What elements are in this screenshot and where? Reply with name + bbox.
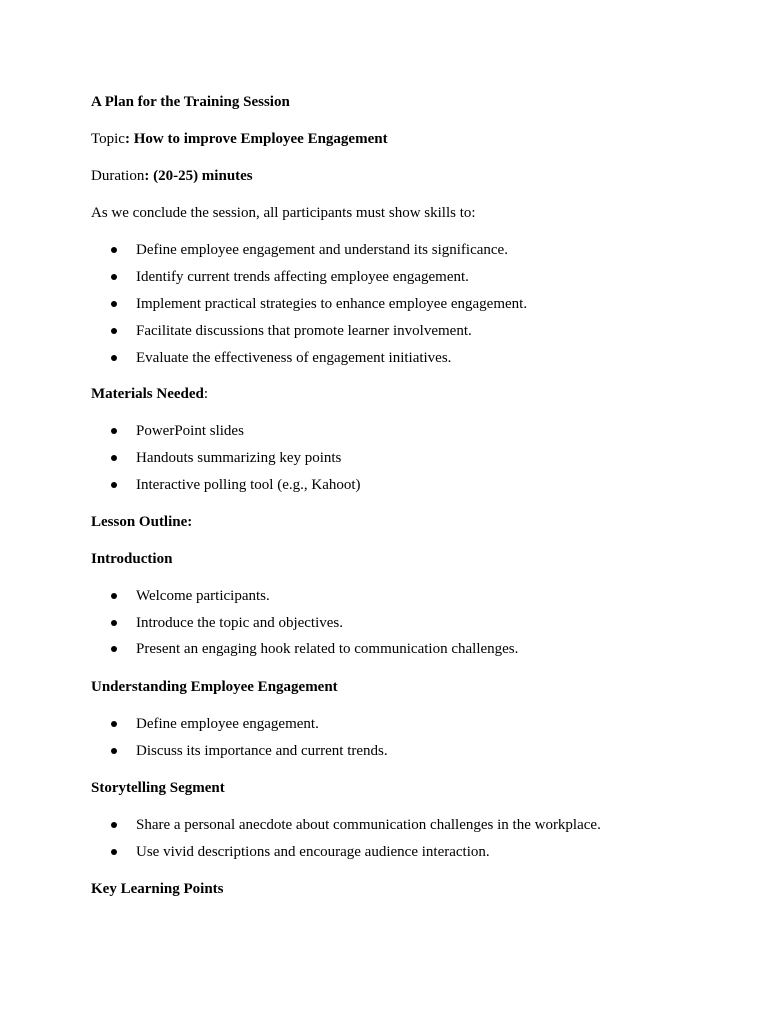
list-item-text: Introduce the topic and objectives. [136, 615, 344, 631]
list-item-text: Facilitate discussions that promote learner involvement. [136, 323, 472, 339]
list-item-text: Welcome participants. [136, 588, 270, 604]
list-item-text: Present an engaging hook related to communication challenges. [136, 641, 519, 657]
understanding-heading: Understanding Employee Engagement [91, 679, 338, 695]
list-item-text: Define employee engagement and understand its significance. [136, 242, 508, 258]
document-title: A Plan for the Training Session [91, 94, 290, 110]
list-item-text: Identify current trends affecting employee engagement. [136, 269, 469, 285]
storytelling-heading: Storytelling Segment [91, 780, 225, 796]
intro-sentence: As we conclude the session, all participants must show skills to: [91, 205, 476, 221]
bullet-icon [111, 646, 117, 652]
bullet-icon [111, 274, 117, 280]
bullet-icon [111, 721, 117, 727]
list-item [0, 816, 768, 834]
bullet-icon [111, 301, 117, 307]
list-item-text: Evaluate the effectiveness of engagement initiatives. [136, 350, 452, 366]
list-item [0, 295, 768, 313]
list-item [0, 742, 768, 760]
bullet-icon [111, 428, 117, 434]
list-item [0, 268, 768, 286]
materials-heading: Materials Needed [91, 386, 204, 402]
bullet-icon [111, 822, 117, 828]
list-item [0, 422, 768, 440]
list-item [0, 614, 768, 632]
materials-heading-line [91, 385, 208, 403]
bullet-icon [111, 748, 117, 754]
list-item [0, 476, 768, 494]
lesson-outline-heading: Lesson Outline: [91, 514, 193, 530]
list-item [0, 349, 768, 367]
topic-label: Topic [91, 131, 125, 147]
list-item-text: Share a personal anecdote about communication challenges in the workplace. [136, 817, 601, 833]
list-item [0, 587, 768, 605]
materials-colon: : [203, 386, 209, 402]
list-item [0, 241, 768, 259]
duration-line [91, 167, 253, 185]
list-item [0, 449, 768, 467]
list-item [0, 322, 768, 340]
list-item-text: Interactive polling tool (e.g., Kahoot) [136, 477, 361, 493]
list-item-text: Handouts summarizing key points [136, 450, 342, 466]
list-item [0, 843, 768, 861]
bullet-icon [111, 455, 117, 461]
topic-separator: : [124, 131, 134, 147]
bullet-icon [111, 328, 117, 334]
bullet-icon [111, 593, 117, 599]
list-item-text: Use vivid descriptions and encourage audience interaction. [136, 844, 490, 860]
duration-label: Duration [91, 168, 145, 184]
duration-value: : (20-25) minutes [144, 168, 253, 184]
list-item-text: Implement practical strategies to enhance employee engagement. [136, 296, 528, 312]
list-item-text: PowerPoint slides [136, 423, 244, 439]
key-learning-heading: Key Learning Points [91, 881, 224, 897]
list-item [0, 640, 768, 658]
topic-line [91, 130, 388, 148]
list-item [0, 715, 768, 733]
bullet-icon [111, 620, 117, 626]
introduction-heading: Introduction [91, 551, 173, 567]
topic-value: How to improve Employee Engagement [133, 131, 388, 147]
list-item-text: Define employee engagement. [136, 716, 319, 732]
bullet-icon [111, 355, 117, 361]
list-item-text: Discuss its importance and current trends. [136, 743, 388, 759]
bullet-icon [111, 247, 117, 253]
bullet-icon [111, 849, 117, 855]
bullet-icon [111, 482, 117, 488]
